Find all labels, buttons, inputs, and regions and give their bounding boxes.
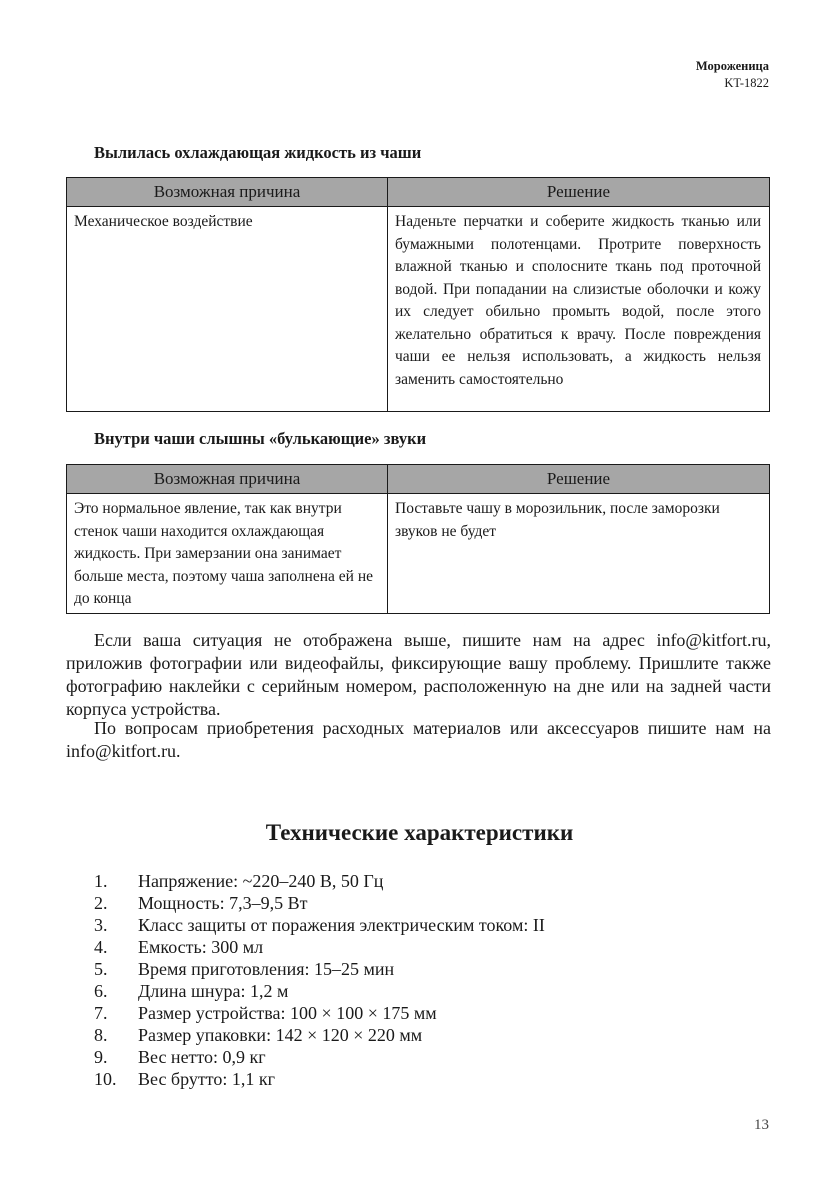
page-header <box>696 58 769 92</box>
table-header-row <box>67 178 770 207</box>
table-row <box>67 494 770 614</box>
column-header-cause: Возможная причина <box>67 465 388 494</box>
solution-cell: Поставьте чашу в морозильник, после заморозки звуков не будет <box>388 494 770 614</box>
list-item: 8. Размер упаковки: 142 × 120 × 220 мм <box>94 1025 423 1045</box>
cause-cell: Механическое воздействие <box>67 207 388 412</box>
accessories-paragraph: По вопросам приобретения расходных материалов или аксессуаров пишите нам на info@kitfort.ru. <box>66 718 771 761</box>
column-header-solution: Решение <box>388 178 770 207</box>
column-header-cause: Возможная причина <box>67 178 388 207</box>
tech-specs-title: Технические характеристики <box>265 820 574 845</box>
list-item: 3. Класс защиты от поражения электрическим током: II <box>94 915 545 935</box>
list-item: 7. Размер устройства: 100 × 100 × 175 мм <box>94 1003 437 1023</box>
troubleshooting-table-sounds <box>66 464 770 614</box>
contact-paragraph: Если ваша ситуация не отображена выше, пишите нам на адрес info@kitfort.ru, приложив фотографии или видеофайлы, фиксирующие вашу проблему. Пришлите также фотографию наклейки с серийным номером, расположенную на дне или на задней части корпуса устройства. <box>66 630 771 719</box>
list-item: 5. Время приготовления: 15–25 мин <box>94 959 395 979</box>
tech-specs-list <box>94 870 545 1090</box>
solution-cell: Наденьте перчатки и соберите жидкость тканью или бумажными полотенцами. Протрите поверхность влажной тканью и сполосните ткань под проточной водой. При попадании на слизистые оболочки и кожу их следует обильно промыть водой, после этого желательно обратиться к врачу. После повреждения чаши ее нельзя использовать, а жидкость нельзя заменить самостоятельно <box>388 207 770 412</box>
table-row <box>67 207 770 412</box>
page-number: 13 <box>754 1117 769 1133</box>
header-model: KT-1822 <box>724 76 769 90</box>
list-item: 10. Вес брутто: 1,1 кг <box>94 1069 275 1089</box>
list-item: 4. Емкость: 300 мл <box>94 937 264 957</box>
list-item: 1. Напряжение: ~220–240 В, 50 Гц <box>94 871 384 891</box>
header-product-name: Мороженица <box>695 59 769 73</box>
column-header-solution: Решение <box>388 465 770 494</box>
cause-cell: Это нормальное явление, так как внутри стенок чаши находится охлаждающая жидкость. При замерзании она занимает больше места, поэтому чаша заполнена ей не до конца <box>67 494 388 614</box>
list-item: 6. Длина шнура: 1,2 м <box>94 981 289 1001</box>
troubleshooting-table-liquid <box>66 177 770 412</box>
list-item: 9. Вес нетто: 0,9 кг <box>94 1047 266 1067</box>
table-header-row <box>67 465 770 494</box>
list-item: 2. Мощность: 7,3–9,5 Вт <box>94 893 308 913</box>
section-title-bubbling-sounds: Внутри чаши слышны «булькающие» звуки <box>94 429 427 448</box>
section-title-liquid-leak: Вылилась охлаждающая жидкость из чаши <box>94 143 422 162</box>
